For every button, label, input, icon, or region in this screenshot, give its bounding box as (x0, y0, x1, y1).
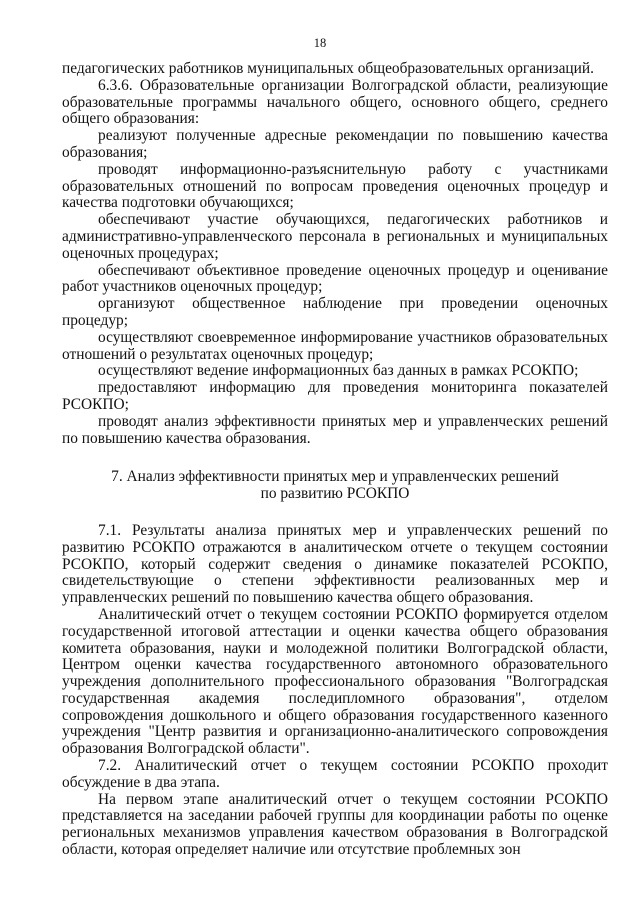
section-heading-line-1: 7. Анализ эффективности принятых мер и управленческих решений (111, 468, 559, 486)
section-heading (62, 469, 608, 503)
top-paragraphs (62, 61, 608, 447)
paragraph: 7.2. Аналитический отчет о текущем состоянии РСОКПО проходит обсуждение в два этапа. (62, 757, 608, 791)
paragraph: проводят информационно-разъяснительную работу с участниками образовательных отношений по вопросам проведения оценочных процедур и качества подготовки обучающихся; (62, 160, 608, 212)
paragraph: предоставляют информацию для проведения мониторинга показателей РСОКПО; (62, 379, 608, 413)
page-number: 18 (313, 36, 327, 50)
paragraph: реализуют полученные адресные рекомендации по повышению качества образования; (62, 127, 608, 161)
paragraph: обеспечивают участие обучающихся, педагогических работников и административно-управленческого персонала в региональных и муниципальных оценочных процедурах; (62, 211, 608, 262)
document-body (62, 61, 608, 859)
paragraph: 6.3.6. Образовательные организации Волгоградской области, реализующие образовательные программы начального общего, основного общего, среднего общего образования: (62, 76, 608, 128)
bottom-paragraphs (62, 523, 608, 859)
section-heading-line-2: по развитию РСОКПО (260, 485, 410, 503)
paragraph: педагогических работников муниципальных общеобразовательных организаций. (62, 60, 594, 77)
paragraph: осуществляют ведение информационных баз данных в рамках РСОКПО; (98, 362, 579, 380)
paragraph: обеспечивают объективное проведение оценочных процедур и оценивание работ участников оценочных процедур; (62, 261, 608, 296)
paragraph: организуют общественное наблюдение при проведении оценочных процедур; (62, 295, 608, 329)
paragraph: Аналитический отчет о текущем состоянии РСОКПО формируется отделом государственной итоговой аттестации и оценки качества общего образования комитета образования, науки и молодежной политики Волгоградской области, Центром оценки качества государственного автономного образовательного учреждения дополнительного профессионального образования "Волгоградская государственная академия последипломного образования", отделом сопровождения дошкольного и общего образования государственного казенного учреждения "Центр развития и организационно-аналитического сопровождения образования Волгоградской области". (62, 605, 608, 758)
paragraph: осуществляют своевременное информирование участников образовательных отношений о результатах оценочных процедур; (62, 328, 608, 363)
paragraph: На первом этапе аналитический отчет о текущем состоянии РСОКПО представляется на заседании рабочей группы для координации работы по оценке региональных механизмов управления качеством образования в Волгоградской области, которая определяет наличие или отсутствие проблемных зон (62, 790, 608, 859)
paragraph: проводят анализ эффективности принятых мер и управленческих решений по повышению качества образования. (62, 412, 608, 447)
paragraph: 7.1. Результаты анализа принятых мер и управленческих решений по развитию РСОКПО отражаются в аналитическом отчете о текущем состоянии РСОКПО, который содержит сведения о динамике показателей РСОКПО, свидетельствующие о степени эффективности реализованных мер и управленческих решений по повышению качества общего образования. (62, 521, 608, 607)
